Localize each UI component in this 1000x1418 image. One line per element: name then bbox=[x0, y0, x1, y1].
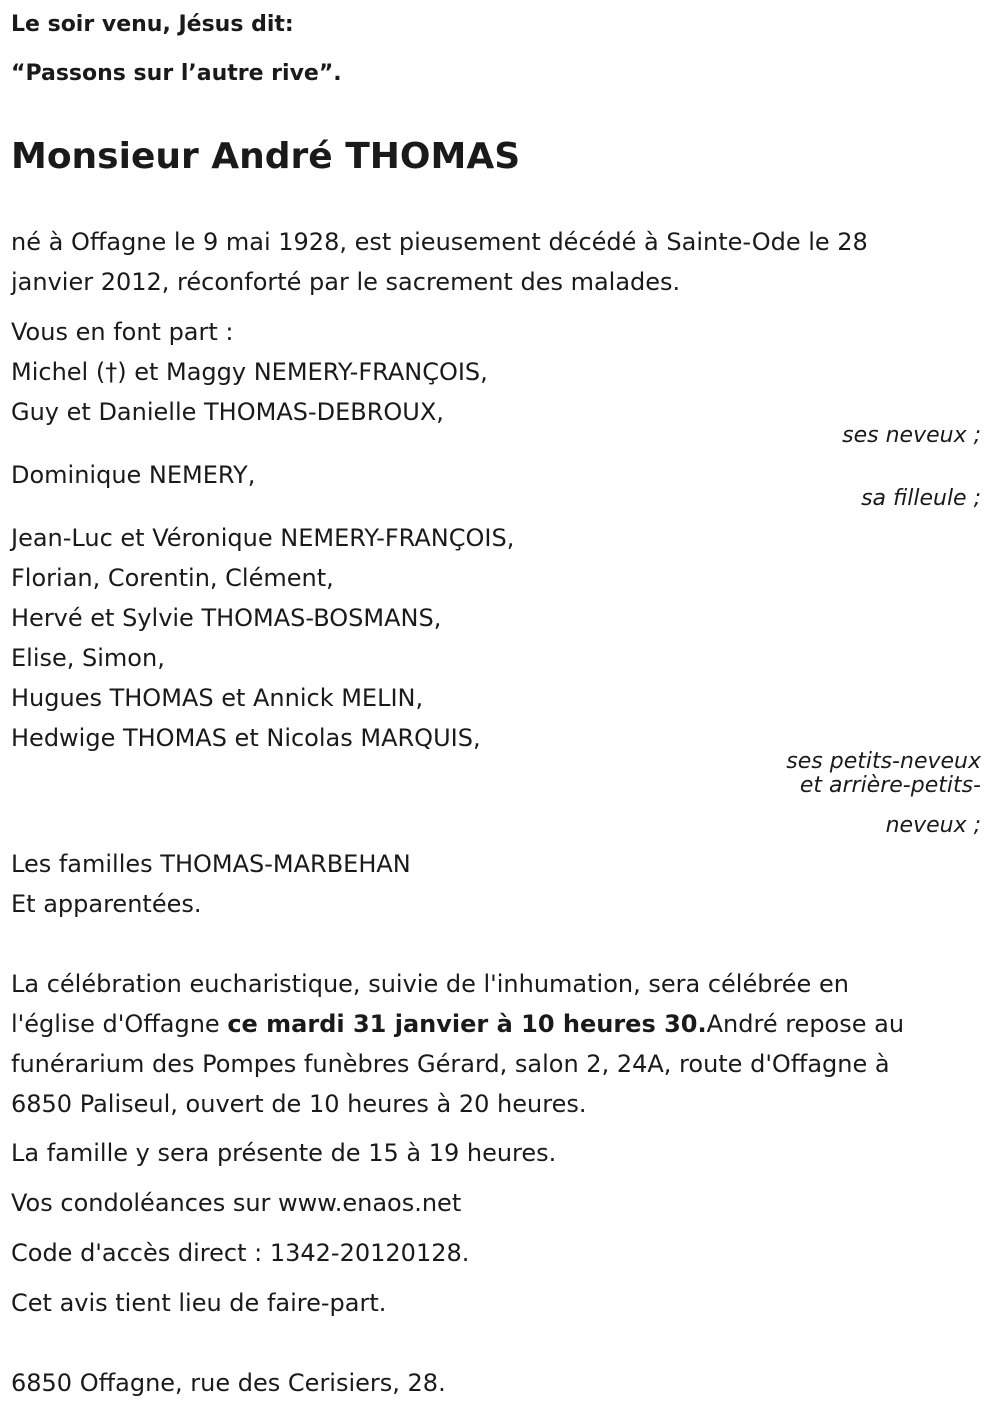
families bbox=[11, 844, 986, 924]
address: 6850 Offagne, rue des Cerisiers, 28. bbox=[11, 1369, 446, 1397]
intro-line: janvier 2012, réconforté par le sacrement des malades. bbox=[11, 268, 681, 296]
family-line: Et apparentées. bbox=[11, 890, 202, 918]
ceremony-line: La célébration eucharistique, suivie de l'inhumation, sera célébrée en bbox=[11, 970, 849, 998]
access-code: Code d'accès direct : 1342-20120128. bbox=[11, 1239, 470, 1267]
announcers-group-2 bbox=[11, 455, 986, 495]
deceased-name: Monsieur André THOMAS bbox=[11, 136, 521, 177]
ceremony-line bbox=[11, 1004, 986, 1044]
ceremony-line: 6850 Paliseul, ouvert de 10 heures à 20 heures. bbox=[11, 1090, 587, 1118]
announcer-line: Hedwige THOMAS et Nicolas MARQUIS, bbox=[11, 724, 481, 752]
ceremony-text: l'église d'Offagne bbox=[11, 1010, 228, 1038]
role-grand-nephews-1: ses petits-neveux bbox=[786, 749, 981, 774]
role-grand-nephews-2: et arrière-petits- bbox=[799, 773, 981, 798]
ceremony-paragraph bbox=[11, 964, 986, 1124]
announcer-line: Elise, Simon, bbox=[11, 644, 165, 672]
notice: Cet avis tient lieu de faire-part. bbox=[11, 1289, 387, 1317]
announcer-line: Jean-Luc et Véronique NEMERY-FRANÇOIS, bbox=[11, 524, 515, 552]
announcer-line: Hervé et Sylvie THOMAS-BOSMANS, bbox=[11, 604, 442, 632]
announcers-group-3 bbox=[11, 518, 986, 758]
announcer-line: Hugues THOMAS et Annick MELIN, bbox=[11, 684, 424, 712]
announcers-group-1 bbox=[11, 312, 986, 432]
intro-line: né à Offagne le 9 mai 1928, est pieusement décédé à Sainte-Ode le 28 bbox=[11, 228, 868, 256]
role-nephews: ses neveux ; bbox=[842, 423, 981, 448]
epigraph-line-2: “Passons sur l’autre rive”. bbox=[11, 61, 342, 86]
role-grand-nephews-3: neveux ; bbox=[885, 813, 981, 838]
announcer-line: Guy et Danielle THOMAS-DEBROUX, bbox=[11, 398, 444, 426]
family-line: Les familles THOMAS-MARBEHAN bbox=[11, 850, 411, 878]
ceremony-date: ce mardi 31 janvier à 10 heures 30. bbox=[227, 1010, 707, 1038]
ceremony-line: funérarium des Pompes funèbres Gérard, salon 2, 24A, route d'Offagne à bbox=[11, 1050, 890, 1078]
condolences: Vos condoléances sur www.enaos.net bbox=[11, 1189, 462, 1217]
announcer-line: Dominique NEMERY, bbox=[11, 461, 256, 489]
announcer-line: Michel (†) et Maggy NEMERY-FRANÇOIS, bbox=[11, 358, 488, 386]
family-presence: La famille y sera présente de 15 à 19 heures. bbox=[11, 1139, 557, 1167]
intro-paragraph bbox=[11, 222, 986, 302]
epigraph-line-1: Le soir venu, Jésus dit: bbox=[11, 12, 294, 37]
announcers-heading: Vous en font part : bbox=[11, 318, 234, 346]
announcer-line: Florian, Corentin, Clément, bbox=[11, 564, 334, 592]
ceremony-text: André repose au bbox=[706, 1010, 905, 1038]
role-goddaughter: sa filleule ; bbox=[861, 486, 981, 511]
